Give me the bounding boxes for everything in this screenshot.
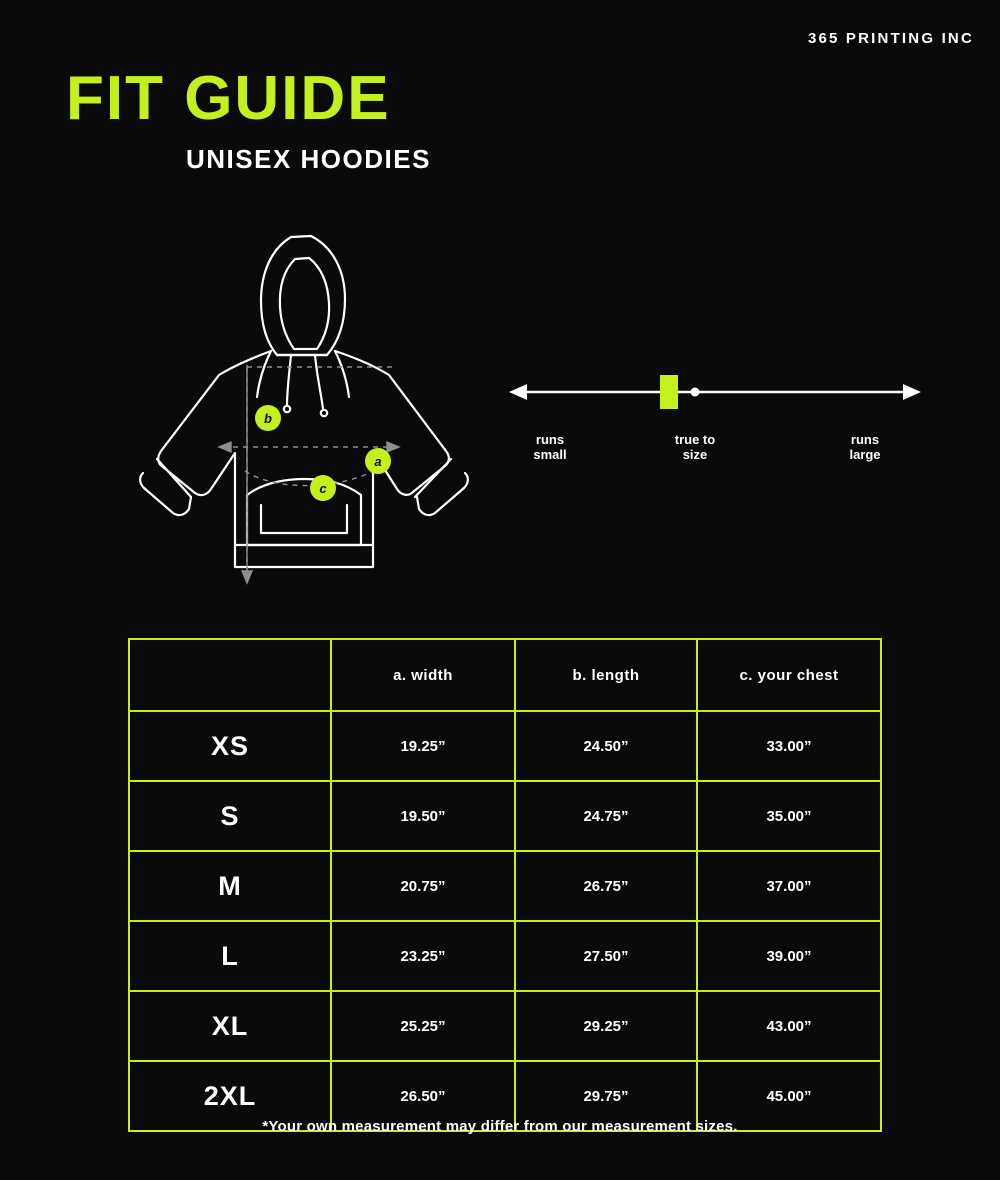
cell-size: M bbox=[129, 851, 331, 921]
badge-a: a bbox=[365, 448, 391, 474]
cell-size: XS bbox=[129, 711, 331, 781]
page-title: FIT GUIDE bbox=[66, 64, 391, 133]
cell-width: 20.75” bbox=[331, 851, 515, 921]
scale-label-runs-small: runs small bbox=[533, 432, 567, 462]
hoodie-svg bbox=[95, 215, 515, 595]
fit-scale-svg bbox=[505, 360, 925, 430]
cell-length: 26.75” bbox=[515, 851, 697, 921]
col-header-size bbox=[129, 639, 331, 711]
arrow-left-icon bbox=[509, 384, 527, 400]
col-header-width: a. width bbox=[331, 639, 515, 711]
fit-scale bbox=[505, 360, 925, 470]
table-row bbox=[129, 781, 881, 851]
table-row bbox=[129, 711, 881, 781]
cell-chest: 37.00” bbox=[697, 851, 881, 921]
badge-c: c bbox=[310, 475, 336, 501]
fit-marker bbox=[660, 375, 678, 409]
table-row bbox=[129, 851, 881, 921]
scale-label-true-to-size: true to size bbox=[674, 432, 716, 462]
cell-length: 29.25” bbox=[515, 991, 697, 1061]
arrow-right-icon bbox=[903, 384, 921, 400]
cell-width: 25.25” bbox=[331, 991, 515, 1061]
cell-size: S bbox=[129, 781, 331, 851]
cell-chest: 35.00” bbox=[697, 781, 881, 851]
size-chart-table bbox=[128, 638, 882, 1132]
footnote: *Your own measurement may differ from our measurement sizes. bbox=[262, 1118, 738, 1135]
cell-length: 24.50” bbox=[515, 711, 697, 781]
cell-length: 24.75” bbox=[515, 781, 697, 851]
cell-chest: 45.00” bbox=[697, 1061, 881, 1131]
cell-chest: 39.00” bbox=[697, 921, 881, 991]
badge-b: b bbox=[255, 405, 281, 431]
cell-length: 27.50” bbox=[515, 921, 697, 991]
table-header-row bbox=[129, 639, 881, 711]
cell-size: 2XL bbox=[129, 1061, 331, 1131]
cell-chest: 33.00” bbox=[697, 711, 881, 781]
cell-size: L bbox=[129, 921, 331, 991]
brand-logo-text: 365 PRINTING INC bbox=[807, 30, 974, 47]
cell-width: 23.25” bbox=[331, 921, 515, 991]
cell-width: 19.25” bbox=[331, 711, 515, 781]
col-header-length: b. length bbox=[515, 639, 697, 711]
scale-label-runs-large: runs large bbox=[849, 432, 881, 462]
cell-length: 29.75” bbox=[515, 1061, 697, 1131]
cell-width: 19.50” bbox=[331, 781, 515, 851]
fit-dot bbox=[691, 388, 700, 397]
hoodie-illustration bbox=[95, 215, 515, 595]
cell-size: XL bbox=[129, 991, 331, 1061]
table-row bbox=[129, 991, 881, 1061]
table-row bbox=[129, 921, 881, 991]
cell-width: 26.50” bbox=[331, 1061, 515, 1131]
col-header-chest: c. your chest bbox=[697, 639, 881, 711]
page-subtitle: UNISEX HOODIES bbox=[186, 144, 431, 174]
cell-chest: 43.00” bbox=[697, 991, 881, 1061]
